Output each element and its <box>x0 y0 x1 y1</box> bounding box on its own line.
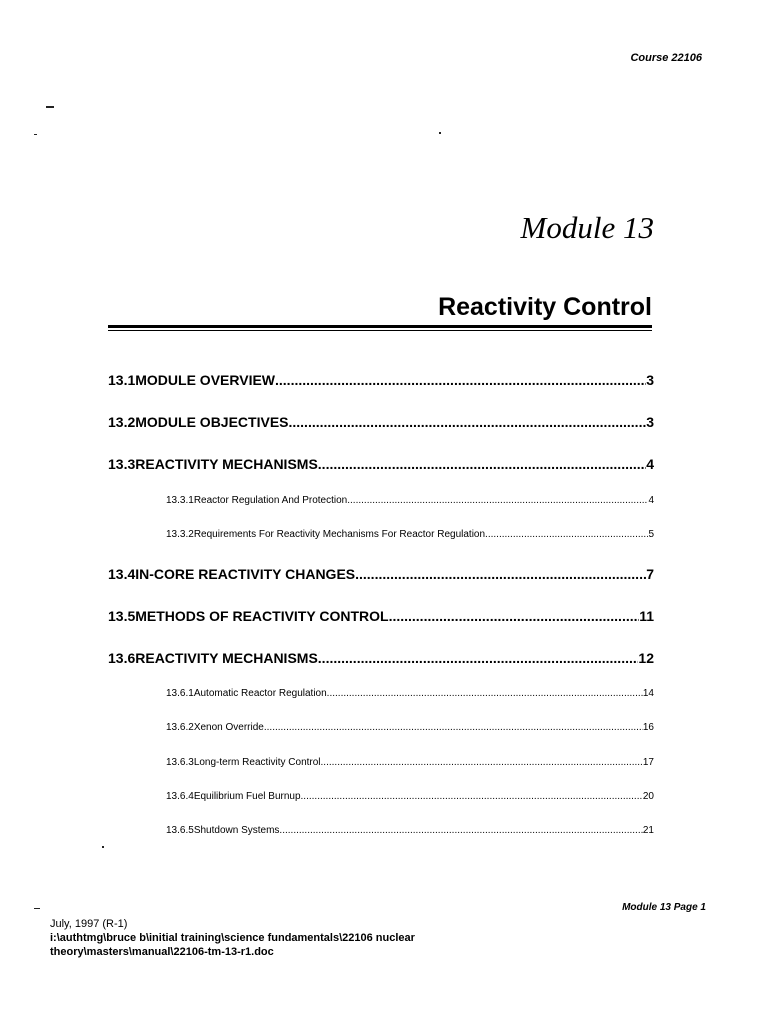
toc-title: MODULE OBJECTIVES <box>135 414 289 430</box>
toc-number: 13.6.5 <box>166 825 194 836</box>
toc-leader <box>264 722 643 733</box>
toc-row-13-4[interactable] <box>108 566 654 582</box>
toc-leader <box>279 825 642 836</box>
toc-page: 5 <box>648 529 654 540</box>
module-title: Module 13 <box>520 210 654 245</box>
toc-row-13-3-1[interactable] <box>108 495 654 506</box>
toc-page: 21 <box>642 825 654 836</box>
toc-page: 4 <box>646 456 654 472</box>
toc-leader <box>347 495 648 506</box>
toc-number: 13.6 <box>108 650 136 666</box>
toc-title: MODULE OVERVIEW <box>135 372 276 388</box>
toc-number: 13.4 <box>108 566 136 582</box>
toc-leader <box>485 529 648 540</box>
toc-title: REACTIVITY MECHANISMS <box>135 456 318 472</box>
toc-page: 4 <box>648 495 654 506</box>
footer-page-label: Module 13 Page 1 <box>622 902 706 913</box>
toc-leader <box>389 608 640 624</box>
toc-leader <box>355 566 646 582</box>
toc-number: 13.6.2 <box>166 722 194 733</box>
footer-date: July, 1997 (R-1) <box>50 918 128 930</box>
toc-title: IN-CORE REACTIVITY CHANGES <box>135 566 356 582</box>
toc-title: REACTIVITY MECHANISMS <box>135 650 318 666</box>
toc-title: Requirements For Reactivity Mechanisms For Reactor Regulation <box>193 529 486 540</box>
toc-row-13-3[interactable] <box>108 456 654 472</box>
toc-leader <box>321 757 643 768</box>
toc-title: Automatic Reactor Regulation <box>193 688 327 699</box>
footer-path-line-1: i:\authtmg\bruce b\initial training\science fundamentals\22106 nuclear <box>50 932 415 944</box>
toc-page: 3 <box>646 372 654 388</box>
toc-page: 12 <box>638 650 654 666</box>
toc-number: 13.1 <box>108 372 136 388</box>
footer-path-line-2: theory\masters\manual\22106-tm-13-r1.doc <box>50 946 274 958</box>
toc-number: 13.2 <box>108 414 136 430</box>
toc-leader <box>289 414 647 430</box>
toc-leader <box>275 372 646 388</box>
toc-row-13-6[interactable] <box>108 650 654 666</box>
toc-row-13-6-4[interactable] <box>108 791 654 802</box>
toc-row-13-6-5[interactable] <box>108 825 654 836</box>
toc-number: 13.5 <box>108 608 136 624</box>
toc-leader <box>327 688 643 699</box>
toc-number: 13.6.1 <box>166 688 194 699</box>
toc-row-13-6-3[interactable] <box>108 757 654 768</box>
toc-title: Xenon Override <box>193 722 264 733</box>
toc-title: Equilibrium Fuel Burnup <box>193 791 301 802</box>
scan-speck <box>34 908 40 909</box>
scan-speck <box>439 132 441 134</box>
title-rule-thick <box>108 325 652 328</box>
toc-row-13-3-2[interactable] <box>108 529 654 540</box>
toc-page: 16 <box>642 722 654 733</box>
toc-leader <box>318 650 639 666</box>
toc-number: 13.3.2 <box>166 529 194 540</box>
toc-title: Shutdown Systems <box>193 825 280 836</box>
toc-page: 20 <box>642 791 654 802</box>
toc-number: 13.3.1 <box>166 495 194 506</box>
toc-row-13-6-2[interactable] <box>108 722 654 733</box>
toc-page: 14 <box>642 688 654 699</box>
toc-number: 13.6.3 <box>166 757 194 768</box>
toc-page: 17 <box>642 757 654 768</box>
toc-row-13-6-1[interactable] <box>108 688 654 699</box>
toc-number: 13.6.4 <box>166 791 194 802</box>
scan-speck <box>34 134 37 135</box>
scan-speck <box>46 106 54 108</box>
toc-title: METHODS OF REACTIVITY CONTROL <box>135 608 389 624</box>
toc-leader <box>301 791 643 802</box>
footer-info <box>50 917 415 959</box>
toc-title: Reactor Regulation And Protection <box>193 495 348 506</box>
title-rule-thin <box>108 330 652 331</box>
toc-page: 11 <box>639 608 654 624</box>
toc-page: 3 <box>646 414 654 430</box>
toc-title: Long-term Reactivity Control <box>193 757 321 768</box>
toc-page: 7 <box>646 566 654 582</box>
scan-speck <box>102 846 104 848</box>
toc-number: 13.3 <box>108 456 136 472</box>
toc-row-13-1[interactable] <box>108 372 654 388</box>
toc-row-13-2[interactable] <box>108 414 654 430</box>
course-label: Course 22106 <box>630 52 702 64</box>
toc-leader <box>318 456 646 472</box>
toc-row-13-5[interactable] <box>108 608 654 624</box>
section-title: Reactivity Control <box>438 293 652 321</box>
